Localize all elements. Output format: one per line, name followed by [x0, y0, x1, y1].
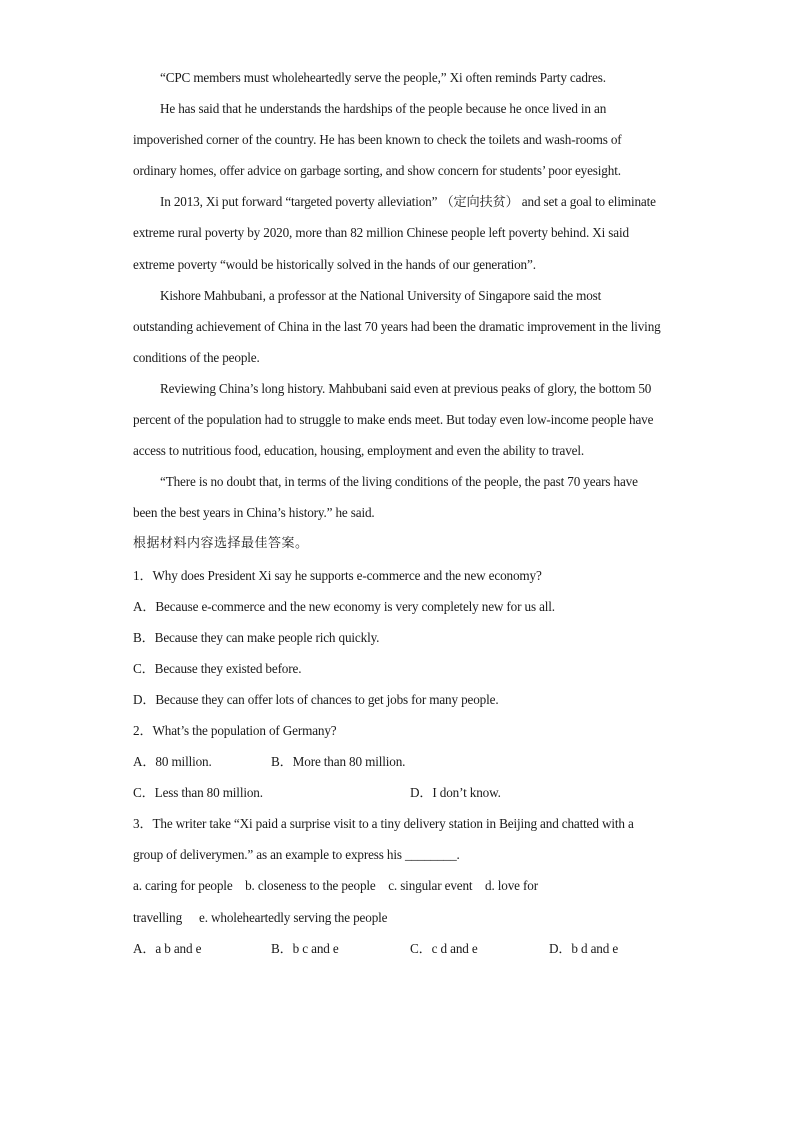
passage-paragraph-3: In 2013, Xi put forward “targeted poverty alleviation” （定向扶贫） and set a goal to eliminate extreme rural poverty by 2020, more than 82 million Chinese people left poverty behind. Xi said extreme poverty “would be historically solved in the hands of our generation”. — [133, 194, 656, 272]
question-3-option-a: A．a b and e — [133, 940, 202, 956]
question-2-option-b: B．More than 80 million. — [271, 754, 406, 770]
question-2-option-a: A．80 million. — [133, 754, 212, 770]
question-1-option-d: D．Because they can offer lots of chances to get jobs for many people. — [133, 691, 499, 707]
question-3-option-d: D．b d and e — [549, 940, 619, 956]
question-2-options-row-1 — [133, 746, 661, 777]
question-1-stem: 1．Why does President Xi say he supports e-commerce and the new economy? — [133, 567, 542, 583]
question-1-option-a: A．Because e-commerce and the new economy is very completely new for us all. — [133, 598, 555, 614]
question-2-option-c: C．Less than 80 million. — [133, 785, 263, 801]
passage-paragraph-1: “CPC members must wholeheartedly serve the people,” Xi often reminds Party cadres. — [160, 70, 606, 85]
question-2-option-d: D．I don’t know. — [410, 785, 501, 801]
question-3-choice-travelling: travelling — [133, 909, 183, 925]
instruction-text: 根据材料内容选择最佳答案。 — [133, 536, 309, 552]
question-3-stem: 3．The writer take “Xi paid a surprise visit to a tiny delivery station in Beijing and chatted with a group of deliverymen.” as an example to express his ________. — [133, 816, 634, 863]
question-3-choices-line-2 — [133, 902, 661, 933]
passage-paragraph-4: Kishore Mahbubani, a professor at the National University of Singapore said the most outstanding achievement of China in the last 70 years had been the dramatic improvement in the living conditions of the people. — [133, 287, 661, 365]
document-content — [133, 62, 661, 964]
passage-paragraph-6: “There is no doubt that, in terms of the living conditions of the people, the past 70 years have been the best years in China’s history.” he said. — [133, 474, 638, 521]
question-2-options-row-2 — [133, 777, 661, 808]
question-3-option-b: B．b c and e — [271, 940, 339, 956]
question-2-stem: 2．What’s the population of Germany? — [133, 722, 337, 738]
question-3-option-c: C．c d and e — [410, 940, 478, 956]
question-3-choice-e: e. wholeheartedly serving the people — [199, 909, 388, 925]
question-1-option-c: C．Because they existed before. — [133, 660, 302, 676]
passage-paragraph-5: Reviewing China’s long history. Mahbubani said even at previous peaks of glory, the bottom 50 percent of the population had to struggle to make ends meet. But today even low-income people have access to nutritious food, education, housing, employment and even the ability to travel. — [133, 380, 654, 459]
question-3-choices-line-1: a. caring for people b. closeness to the people c. singular event d. love for — [133, 878, 538, 894]
passage-paragraph-2: He has said that he understands the hardships of the people because he once lived in an impoverished corner of the country. He has been known to check the toilets and wash-rooms of ordinary homes, offer advice on garbage sorting, and show concern for students’ poor eyesight. — [133, 101, 622, 179]
question-1-option-b: B．Because they can make people rich quickly. — [133, 629, 380, 645]
question-3-options-row — [133, 933, 661, 964]
